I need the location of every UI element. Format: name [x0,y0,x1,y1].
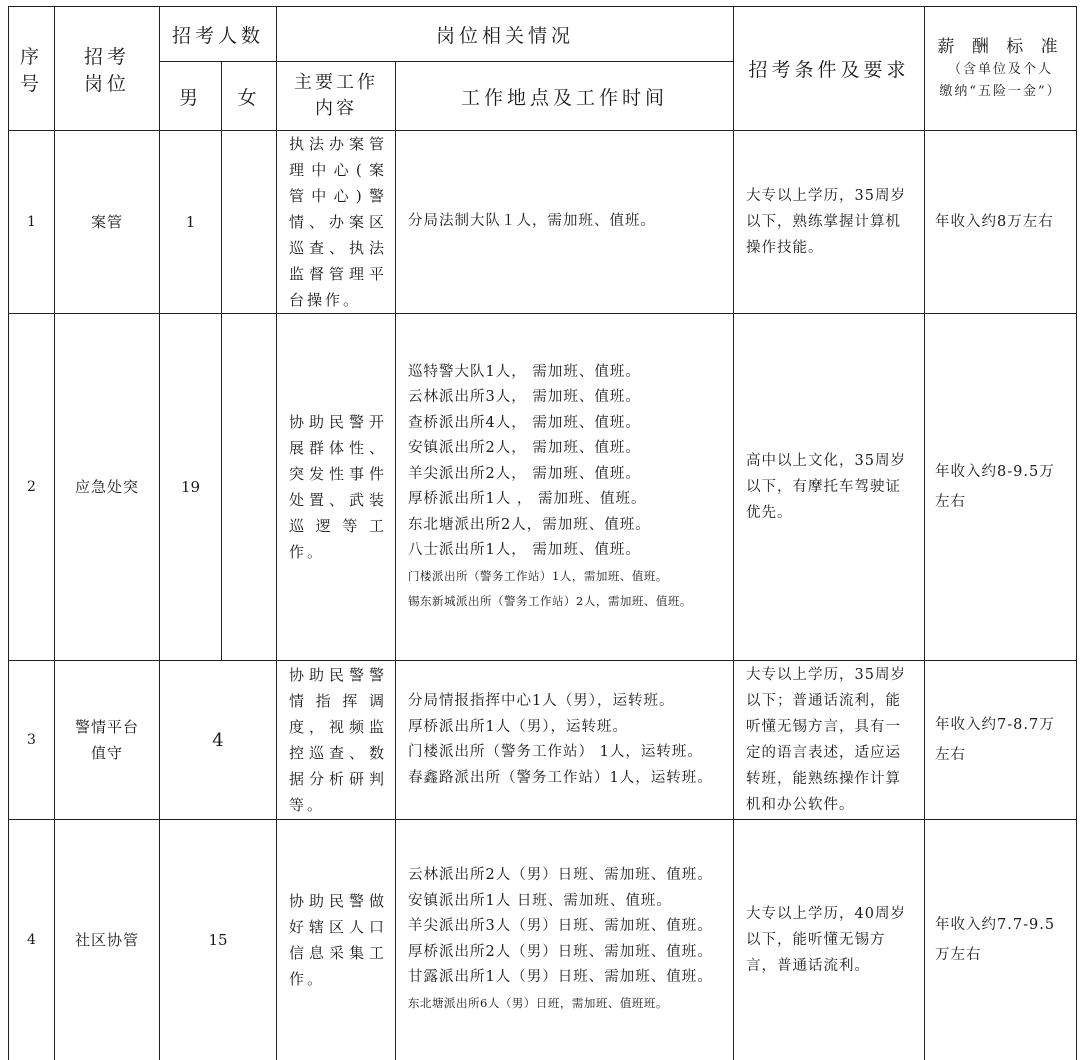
row-salary: 年收入约7.7-9.5万左右 [925,820,1077,1060]
row-female-count [222,131,277,314]
row-position: 案管 [55,131,160,314]
row-duty: 协助民警做好辖区人口信息采集工作。 [277,820,396,1060]
location-line: 分局法制大队１人，需加班、值班。 [408,213,657,230]
row-position: 社区协管 [55,820,160,1060]
location-line: 门楼派出所（警务工作站）1人，需加班、值班。 [408,568,668,583]
col-female-header: 女 [222,62,277,131]
seq-header-line: 号 [19,72,43,95]
row-duty: 协助民警开展群体性、突发性事件处置、武装巡逻等工作。 [277,314,396,661]
row-seq: 1 [9,131,55,314]
col-duty-header [277,62,396,131]
row-total-count: 4 [160,661,277,820]
row-seq: 3 [9,661,55,820]
row-requirements: 大专以上学历，35周岁以下；普通话流利，能听懂无锡方言，具有一定的语言表述，适应运转班，能熟练操作计算机和办公软件。 [734,661,925,820]
position-header-line: 招考 [83,45,130,68]
col-male-header: 男 [160,62,222,131]
location-line: 厚桥派出所1人 ， 需加班、值班。 [408,491,647,507]
salary-header-note: 缴纳“五险一金”） [939,83,1062,99]
position-line: 值守 [90,744,123,762]
location-line: 羊尖派出所2人， 需加班、值班。 [408,465,641,482]
seq-header-line: 序 [19,45,43,68]
recruitment-table [8,6,1077,1060]
row-location [396,131,734,314]
location-line: 查桥派出所4人， 需加班、值班。 [408,414,641,431]
location-line: 安镇派出所2人， 需加班、值班。 [408,440,641,456]
table-row [9,820,1077,1060]
location-line: 羊尖派出所3人（男）日班、需加班、值班。 [408,918,713,935]
location-line: 东北塘派出所2人，需加班、值班。 [408,516,651,533]
location-line: 八士派出所1人， 需加班、值班。 [408,542,641,558]
row-location [396,820,734,1060]
location-line: 东北塘派出所6人（男）日班，需加班、值班班。 [408,995,668,1010]
row-total-count: 15 [160,820,277,1060]
col-location-header: 工作地点及工作时间 [396,62,734,131]
row-location [396,661,734,820]
table-row [9,661,1077,820]
row-seq: 4 [9,820,55,1060]
location-line: 安镇派出所1人 日班、需加班、值班。 [408,892,672,909]
location-line: 锡东新城派出所（警务工作站）2人，需加班、值班。 [408,594,692,608]
row-location [396,314,734,661]
salary-header-note: （含单位及个人 [948,61,1054,77]
table-row [9,314,1077,661]
location-line: 春鑫路派出所（警务工作站）1人，运转班。 [408,769,713,786]
table-row [9,131,1077,314]
salary-header-title: 薪 酬 标 准 [937,36,1064,57]
duty-header-line: 主要工作 [294,72,379,93]
col-seq-header [9,7,55,131]
row-seq: 2 [9,314,55,661]
row-duty: 协助民警警情指挥调度，视频监控巡查、数据分析研判等。 [277,661,396,820]
row-requirements: 高中以上文化，35周岁以下，有摩托车驾驶证优先。 [734,314,925,661]
row-requirements: 大专以上学历，35周岁以下，熟练掌握计算机操作技能。 [734,131,925,314]
row-position [55,661,160,820]
row-female-count [222,314,277,661]
header-row-1 [9,7,1077,62]
col-count-header: 招考人数 [160,7,277,62]
location-line: 分局情报指挥中心1人（男），运转班。 [408,693,675,709]
col-position-header [55,7,160,131]
col-requirements-header: 招考条件及要求 [734,7,925,131]
location-line: 甘露派出所1人（男）日班、需加班、值班。 [408,969,713,986]
row-salary: 年收入约8-9.5万左右 [925,314,1077,661]
duty-header-line: 内容 [315,98,358,119]
row-position: 应急处突 [55,314,160,661]
location-line: 门楼派出所（警务工作站） 1人，运转班。 [408,744,703,760]
row-duty: 执法办案管理中心(案管中心)警情、办案区巡查、执法监督管理平台操作。 [277,131,396,314]
location-line: 厚桥派出所1人（男），运转班。 [408,718,628,735]
location-line: 云林派出所3人， 需加班、值班。 [408,389,641,405]
position-header-line: 岗位 [83,72,130,95]
position-line: 警情平台 [74,718,139,736]
row-male-count: 19 [160,314,222,661]
location-line: 云林派出所2人（男）日班、需加班、值班。 [408,867,713,884]
row-salary: 年收入约8万左右 [925,131,1077,314]
row-requirements: 大专以上学历，40周岁以下，能听懂无锡方言，普通话流利。 [734,820,925,1060]
location-line: 巡特警大队1人， 需加班、值班。 [408,363,641,380]
col-info-header: 岗位相关情况 [277,7,734,62]
row-salary: 年收入约7-8.7万左右 [925,661,1077,820]
row-male-count: 1 [160,131,222,314]
col-salary-header [925,7,1077,131]
location-line: 厚桥派出所2人（男）日班、需加班、值班。 [408,943,713,960]
